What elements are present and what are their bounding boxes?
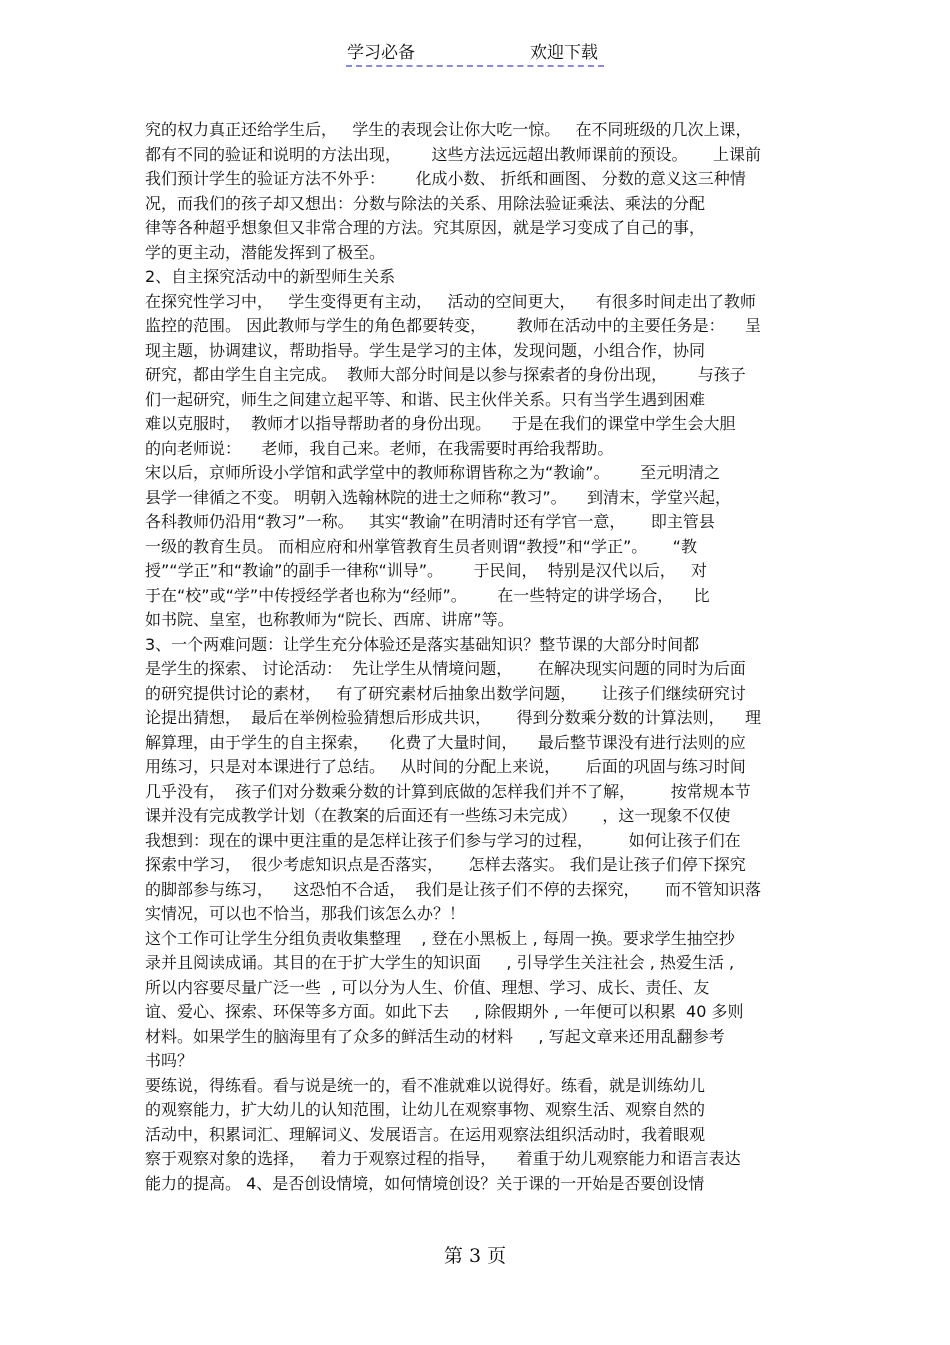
text-line: 我们预计学生的验证方法不外乎： 化成小数、 折纸和画图、 分数的意义这三种情 [145, 169, 746, 188]
text-line: 察于观察对象的选择， 着力于观察过程的指导， 着重于幼儿观察能力和语言表达 [145, 1149, 741, 1168]
text-line: 是学生的探索、 讨论活动： 先让学生从情境问题， 在解决现实问题的同时为后面 [145, 659, 746, 678]
text-line: 律等各种超乎想象但又非常合理的方法。究其原因，就是学习变成了自己的事， [145, 218, 706, 237]
text-line: 学的更主动，潜能发挥到了极至。 [145, 242, 386, 262]
text-line: 的观察能力，扩大幼儿的认知范围，让幼儿在观察事物、观察生活、观察自然的 [145, 1100, 706, 1119]
text-line: 现主题，协调建议，帮助指导。学生是学习的主体，发现问题，小组合作，协同 [145, 340, 706, 360]
text-line: 探索中学习， 很少考虑知识点是否落实， 怎样去落实。 我们是让孩子们停下探究 [145, 855, 746, 874]
text-line: 各科教师仍沿用“教习”一称。 其实“教谕”在明清时还有学官一意， 即主管县 [145, 512, 715, 531]
document-body [145, 118, 813, 1196]
text-line: 几乎没有， 孩子们对分数乘分数的计算到底做的怎样我们并不了解， 按常规本节 [145, 781, 751, 801]
text-line: 课并没有完成教学计划（在教案的后面还有一些练习未完成） ，这一现象不仅使 [145, 806, 731, 825]
text-line: 宋以后，京师所设小学馆和武学堂中的教师称谓皆称之为“教谕”。 至元明清之 [145, 463, 721, 482]
header-dashed-rule [346, 65, 604, 67]
text-line: 如书院、皇室，也称教师为“院长、西席、讲席”等。 [145, 610, 514, 629]
page-header [0, 38, 950, 68]
text-line: 监控的范围。 因此教师与学生的角色都要转变， 教师在活动中的主要任务是： 呈 [145, 316, 761, 335]
text-line: 的向老师说： 老师，我自己来。老师，在我需要时再给我帮助。 [145, 438, 614, 458]
text-line: 于在“校”或“学”中传授经学者也称为“经师”。 在一些特定的讲学场合， 比 [145, 585, 710, 605]
text-line: 所以内容要尽量广泛一些 , 可以分为人生、价值、理想、学习、成长、责任、友 [145, 977, 710, 997]
text-line: 难以克服时， 教师才以指导帮助者的身份出现。 于是在我们的课堂中学生会大胆 [145, 414, 736, 433]
text-line: 活动中，积累词汇、理解词义、发展语言。在运用观察法组织活动时，我着眼观 [145, 1124, 706, 1144]
text-line: 一级的教育生员。 而相应府和州掌管教育生员者则谓“教授”和“学正”。 “教 [145, 536, 697, 556]
page-number: 第 3 页 [443, 1245, 507, 1267]
text-line: 县学一律循之不变。 明朝入选翰林院的进士之师称“教习”。 到清末，学堂兴起， [145, 487, 732, 507]
text-line: 要练说，得练看。看与说是统一的，看不准就难以说得好。练看，就是训练幼儿 [145, 1075, 706, 1095]
text-line: 们一起研究，师生之间建立起平等、和谐、民主伙伴关系。只有当学生遇到困难 [145, 389, 706, 409]
text-line: 2、自主探究活动中的新型师生关系 [145, 267, 396, 286]
text-line: 谊、爱心、探索、环保等多方面。如此下去 , 除假期外 , 一年便可以积累 40 多则 [145, 1002, 744, 1021]
text-line: 实情况，可以也不恰当，那我们该怎么办？！ [145, 904, 466, 923]
text-line: 解算理，由于学生的自主探索， 化费了大量时间， 最后整节课没有进行法则的应 [145, 732, 746, 752]
header-right-text: 欢迎下载 [530, 43, 598, 63]
text-line: 究的权力真正还给学生后， 学生的表现会让你大吃一惊。 在不同班级的几次上课， [145, 120, 752, 139]
text-line: 在探究性学习中， 学生变得更有主动， 活动的空间更大， 有很多时间走出了教师 [145, 291, 756, 311]
text-line: 的研究提供讨论的素材， 有了研究素材后抽象出数学问题， 让孩子们继续研究讨 [145, 683, 746, 703]
header-left-text: 学习必备 [347, 43, 415, 63]
text-line: 况，而我们的孩子却又想出：分数与除法的关系、用除法验证乘法、乘法的分配 [145, 193, 706, 213]
text-line: 这个工作可让学生分组负责收集整理 , 登在小黑板上 , 每周一换。要求学生抽空抄 [145, 928, 735, 948]
text-line: 材料。如果学生的脑海里有了众多的鲜活生动的材料 , 写起文章来还用乱翻参考 [145, 1026, 725, 1046]
text-line: 论提出猜想， 最后在举例检验猜想后形成共识， 得到分数乘分数的计算法则， 理 [145, 708, 761, 727]
text-line: 录并且阅读成诵。其目的在于扩大学生的知识面 , 引导学生关注社会 , 热爱生活 , [145, 953, 735, 972]
text-line: 授”“学正”和“教谕”的副手一律称“训导”。 于民间， 特别是汉代以后， 对 [145, 561, 707, 580]
text-line: 书吗？ [145, 1051, 194, 1070]
text-line: 的脚部参与练习， 这恐怕不合适， 我们是让孩子们不停的去探究， 而不管知识落 [145, 879, 761, 899]
text-line: 我想到：现在的课中更注重的是怎样让孩子们参与学习的过程， 如何让孩子们在 [145, 830, 741, 850]
text-line: 能力的提高。 4、是否创设情境，如何情境创设？关于课的一开始是否要创设情 [145, 1173, 705, 1193]
text-line: 3、一个两难问题：让学生充分体验还是落实基础知识？整节课的大部分时间都 [145, 634, 700, 654]
text-line: 用练习，只是对本课进行了总结。 从时间的分配上来说， 后面的巩固与练习时间 [145, 757, 746, 776]
text-line: 都有不同的验证和说明的方法出现， 这些方法远远超出教师课前的预设。 上课前 [145, 144, 761, 164]
text-line: 研究，都由学生自主完成。 教师大部分时间是以参与探索者的身份出现， 与孩子 [145, 365, 746, 384]
